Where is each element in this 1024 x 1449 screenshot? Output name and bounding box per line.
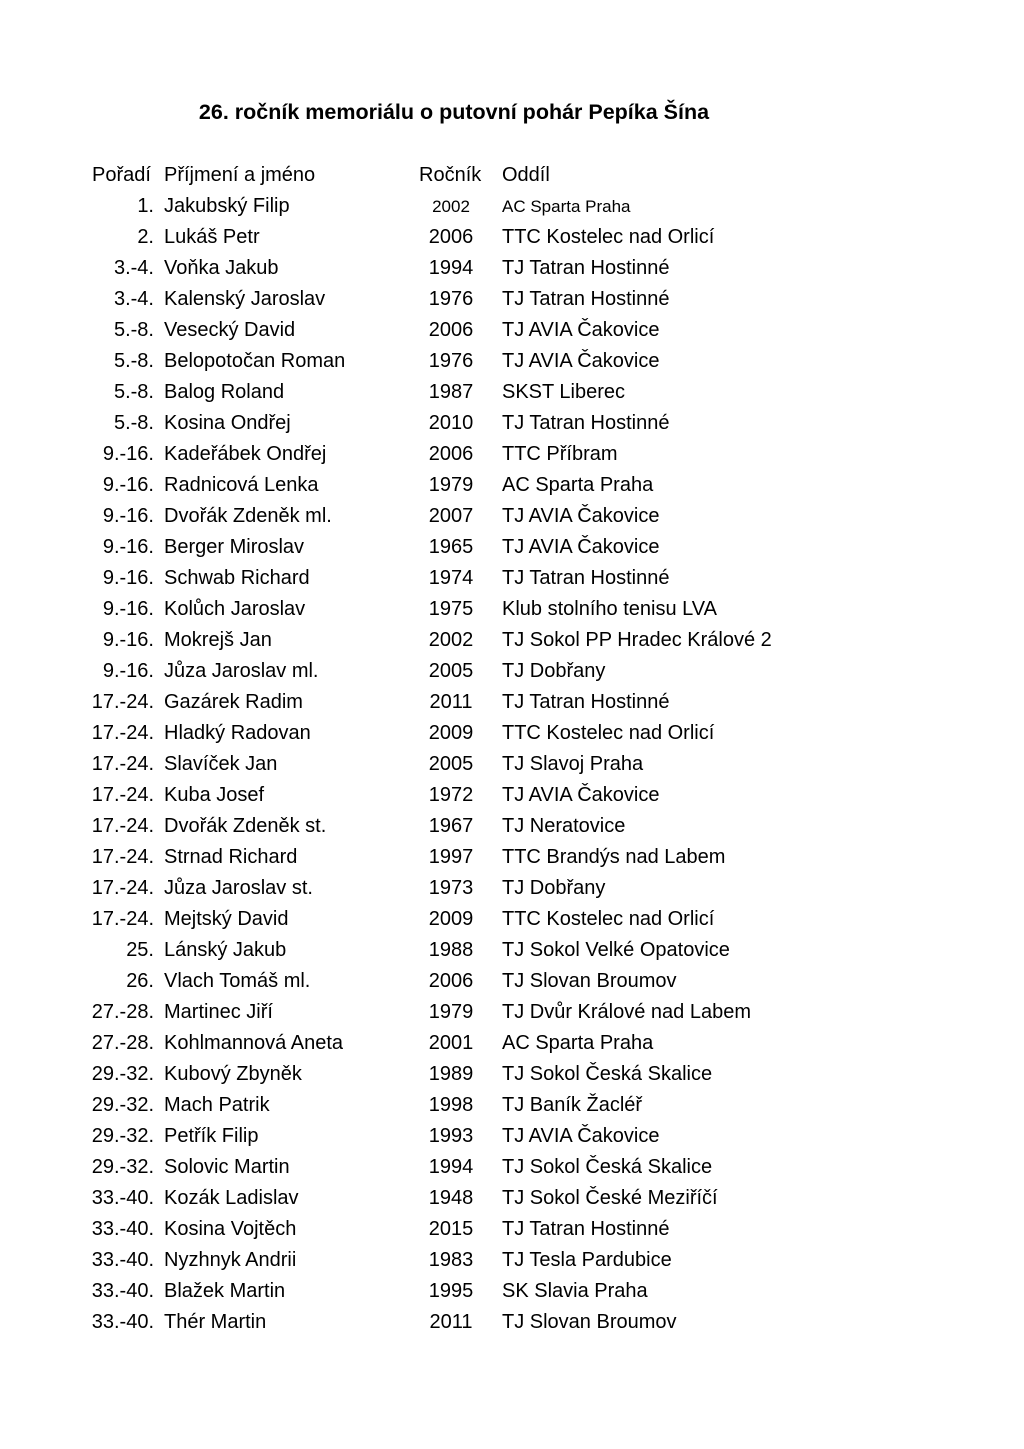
rank-cell: 2. [137, 226, 154, 248]
name-cell: Gazárek Radim [164, 691, 303, 713]
club-cell: TJ Dobřany [502, 877, 606, 899]
club-cell: AC Sparta Praha [502, 474, 654, 496]
year-cell: 1993 [428, 1125, 474, 1147]
year-cell: 1994 [428, 257, 474, 279]
table-row [0, 1121, 1024, 1152]
year-cell: 2006 [428, 443, 474, 465]
club-cell: TTC Kostelec nad Orlicí [502, 722, 715, 744]
rank-cell: 17.-24. [91, 691, 154, 713]
table-row [0, 594, 1024, 625]
table-body [0, 191, 1024, 1338]
year-cell: 2011 [429, 691, 473, 713]
year-cell: 1994 [428, 1156, 474, 1178]
club-cell: TJ Tatran Hostinné [502, 412, 670, 434]
name-cell: Slavíček Jan [164, 753, 278, 775]
year-cell: 1987 [428, 381, 474, 403]
table-row [0, 346, 1024, 377]
table-row [0, 1307, 1024, 1338]
table-row [0, 284, 1024, 315]
name-cell: Jakubský Filip [164, 195, 290, 217]
table-row [0, 377, 1024, 408]
name-cell: Kadeřábek Ondřej [164, 443, 327, 465]
name-cell: Vlach Tomáš ml. [164, 970, 311, 992]
year-cell: 2001 [428, 1032, 474, 1054]
table-row [0, 656, 1024, 687]
name-cell: Jůza Jaroslav st. [164, 877, 313, 899]
club-cell: TJ Sokol Česká Skalice [502, 1063, 713, 1085]
table-row [0, 1214, 1024, 1245]
rank-cell: 27.-28. [91, 1001, 154, 1023]
name-cell: Hladký Radovan [164, 722, 311, 744]
table-row [0, 873, 1024, 904]
year-cell: 1983 [428, 1249, 474, 1271]
year-cell: 2002 [428, 629, 474, 651]
club-cell: TJ Slavoj Praha [502, 753, 644, 775]
name-cell: Thér Martin [164, 1311, 267, 1333]
table-row [0, 935, 1024, 966]
club-cell: TJ AVIA Čakovice [502, 350, 660, 372]
year-cell: 2010 [428, 412, 474, 434]
rank-cell: 29.-32. [91, 1125, 154, 1147]
table-row [0, 1183, 1024, 1214]
name-cell: Balog Roland [164, 381, 285, 403]
club-cell: TJ AVIA Čakovice [502, 505, 660, 527]
table-row [0, 842, 1024, 873]
name-cell: Blažek Martin [164, 1280, 286, 1302]
table-row [0, 191, 1024, 222]
club-cell: SK Slavia Praha [502, 1280, 648, 1302]
table-row [0, 966, 1024, 997]
table-row [0, 997, 1024, 1028]
table-row [0, 408, 1024, 439]
club-cell: TJ Tatran Hostinné [502, 288, 670, 310]
header-name: Příjmení a jméno [164, 164, 316, 186]
rank-cell: 9.-16. [102, 505, 154, 527]
rank-cell: 17.-24. [91, 722, 154, 744]
table-row [0, 532, 1024, 563]
rank-cell: 17.-24. [91, 784, 154, 806]
name-cell: Kubový Zbyněk [164, 1063, 302, 1085]
page-title: 26. ročník memoriálu o putovní pohár Pepíka Šína [198, 100, 710, 124]
rank-cell: 9.-16. [102, 474, 154, 496]
table-row [0, 811, 1024, 842]
name-cell: Solovic Martin [164, 1156, 290, 1178]
club-cell: TJ Tatran Hostinné [502, 567, 670, 589]
club-cell: SKST Liberec [502, 381, 626, 403]
club-cell: TJ Sokol Velké Opatovice [502, 939, 730, 961]
club-cell: TJ AVIA Čakovice [502, 1125, 660, 1147]
name-cell: Radnicová Lenka [164, 474, 319, 496]
name-cell: Petřík Filip [164, 1125, 259, 1147]
name-cell: Mach Patrik [164, 1094, 270, 1116]
rank-cell: 9.-16. [102, 536, 154, 558]
name-cell: Vesecký David [164, 319, 296, 341]
club-cell: TTC Kostelec nad Orlicí [502, 226, 715, 248]
header-rank: Pořadí [92, 164, 151, 186]
year-cell: 1979 [428, 474, 474, 496]
name-cell: Lánský Jakub [164, 939, 287, 961]
year-cell: 1989 [428, 1063, 474, 1085]
year-cell: 1967 [428, 815, 474, 837]
name-cell: Strnad Richard [164, 846, 298, 868]
table-row [0, 470, 1024, 501]
rank-cell: 5.-8. [113, 350, 154, 372]
rank-cell: 17.-24. [91, 877, 154, 899]
name-cell: Lukáš Petr [164, 226, 260, 248]
name-cell: Kuba Josef [164, 784, 265, 806]
rank-cell: 3.-4. [113, 257, 154, 279]
name-cell: Mejtský David [164, 908, 289, 930]
table-row [0, 1245, 1024, 1276]
table-row [0, 1152, 1024, 1183]
club-cell: TJ Sokol Česká Skalice [502, 1156, 713, 1178]
name-cell: Voňka Jakub [164, 257, 279, 279]
rank-cell: 33.-40. [91, 1218, 154, 1240]
name-cell: Schwab Richard [164, 567, 310, 589]
year-cell: 2002 [432, 197, 470, 216]
rank-cell: 27.-28. [91, 1032, 154, 1054]
year-cell: 1998 [428, 1094, 474, 1116]
rank-cell: 25. [126, 939, 154, 961]
club-cell: AC Sparta Praha [502, 1032, 654, 1054]
club-cell: TJ Slovan Broumov [502, 970, 677, 992]
club-cell: TJ AVIA Čakovice [502, 319, 660, 341]
name-cell: Kolůch Jaroslav [164, 598, 306, 620]
year-cell: 1976 [428, 350, 474, 372]
year-cell: 1988 [428, 939, 474, 961]
rank-cell: 33.-40. [91, 1249, 154, 1271]
year-cell: 2005 [428, 753, 474, 775]
club-cell: TJ AVIA Čakovice [502, 784, 660, 806]
table-header [0, 160, 1024, 191]
rank-cell: 26. [126, 970, 154, 992]
club-cell: TJ Tatran Hostinné [502, 257, 670, 279]
name-cell: Martinec Jiří [164, 1001, 273, 1023]
name-cell: Nyzhnyk Andrii [164, 1249, 297, 1271]
year-cell: 1972 [428, 784, 474, 806]
name-cell: Belopotočan Roman [164, 350, 346, 372]
table-row [0, 780, 1024, 811]
rank-cell: 5.-8. [113, 412, 154, 434]
results-table [0, 160, 1024, 1338]
year-cell: 1974 [428, 567, 474, 589]
club-cell: Klub stolního tenisu LVA [502, 598, 717, 620]
header-club: Oddíl [502, 164, 550, 186]
year-cell: 2006 [428, 319, 474, 341]
table-row [0, 253, 1024, 284]
rank-cell: 9.-16. [102, 567, 154, 589]
rank-cell: 29.-32. [91, 1156, 154, 1178]
club-cell: TJ Sokol České Meziříčí [502, 1187, 718, 1209]
year-cell: 2007 [428, 505, 474, 527]
club-cell: TTC Kostelec nad Orlicí [502, 908, 715, 930]
year-cell: 1948 [428, 1187, 474, 1209]
name-cell: Dvořák Zdeněk st. [164, 815, 327, 837]
rank-cell: 33.-40. [91, 1187, 154, 1209]
club-cell: TTC Brandýs nad Labem [502, 846, 726, 868]
year-cell: 2011 [429, 1311, 473, 1333]
year-cell: 2015 [428, 1218, 474, 1240]
rank-cell: 9.-16. [102, 660, 154, 682]
club-cell: TJ AVIA Čakovice [502, 536, 660, 558]
club-cell: TJ Baník Žacléř [502, 1094, 643, 1116]
rank-cell: 17.-24. [91, 815, 154, 837]
club-cell: TJ Tatran Hostinné [502, 1218, 670, 1240]
club-cell: TJ Dvůr Králové nad Labem [502, 1001, 752, 1023]
year-cell: 1997 [428, 846, 474, 868]
name-cell: Jůza Jaroslav ml. [164, 660, 319, 682]
rank-cell: 33.-40. [91, 1311, 154, 1333]
table-row [0, 718, 1024, 749]
year-cell: 2005 [428, 660, 474, 682]
rank-cell: 33.-40. [91, 1280, 154, 1302]
table-row [0, 222, 1024, 253]
club-cell: TJ Sokol PP Hradec Králové 2 [502, 629, 772, 651]
name-cell: Dvořák Zdeněk ml. [164, 505, 332, 527]
name-cell: Kozák Ladislav [164, 1187, 299, 1209]
table-row [0, 315, 1024, 346]
year-cell: 2009 [428, 908, 474, 930]
name-cell: Kalenský Jaroslav [164, 288, 326, 310]
year-cell: 2009 [428, 722, 474, 744]
year-cell: 2006 [428, 226, 474, 248]
table-row [0, 1028, 1024, 1059]
club-cell: TJ Neratovice [502, 815, 626, 837]
rank-cell: 5.-8. [113, 381, 154, 403]
year-cell: 2006 [428, 970, 474, 992]
club-cell: TTC Příbram [502, 443, 618, 465]
rank-cell: 1. [137, 195, 154, 217]
table-row [0, 501, 1024, 532]
table-row [0, 563, 1024, 594]
table-row [0, 1276, 1024, 1307]
name-cell: Kosina Ondřej [164, 412, 291, 434]
rank-cell: 29.-32. [91, 1063, 154, 1085]
rank-cell: 3.-4. [113, 288, 154, 310]
name-cell: Kohlmannová Aneta [164, 1032, 344, 1054]
club-cell: AC Sparta Praha [502, 197, 631, 216]
table-row [0, 1059, 1024, 1090]
year-cell: 1995 [428, 1280, 474, 1302]
name-cell: Mokrejš Jan [164, 629, 272, 651]
rank-cell: 9.-16. [102, 598, 154, 620]
year-cell: 1975 [428, 598, 474, 620]
name-cell: Berger Miroslav [164, 536, 305, 558]
rank-cell: 29.-32. [91, 1094, 154, 1116]
club-cell: TJ Tesla Pardubice [502, 1249, 672, 1271]
rank-cell: 9.-16. [102, 629, 154, 651]
table-row [0, 625, 1024, 656]
table-row [0, 439, 1024, 470]
name-cell: Kosina Vojtěch [164, 1218, 297, 1240]
year-cell: 1979 [428, 1001, 474, 1023]
rank-cell: 5.-8. [113, 319, 154, 341]
header-year: Ročník [419, 164, 482, 186]
table-row [0, 687, 1024, 718]
club-cell: TJ Slovan Broumov [502, 1311, 677, 1333]
table-row [0, 749, 1024, 780]
rank-cell: 17.-24. [91, 846, 154, 868]
club-cell: TJ Dobřany [502, 660, 606, 682]
year-cell: 1973 [428, 877, 474, 899]
table-row [0, 1090, 1024, 1121]
year-cell: 1965 [428, 536, 474, 558]
rank-cell: 9.-16. [102, 443, 154, 465]
year-cell: 1976 [428, 288, 474, 310]
rank-cell: 17.-24. [91, 753, 154, 775]
club-cell: TJ Tatran Hostinné [502, 691, 670, 713]
rank-cell: 17.-24. [91, 908, 154, 930]
table-row [0, 904, 1024, 935]
